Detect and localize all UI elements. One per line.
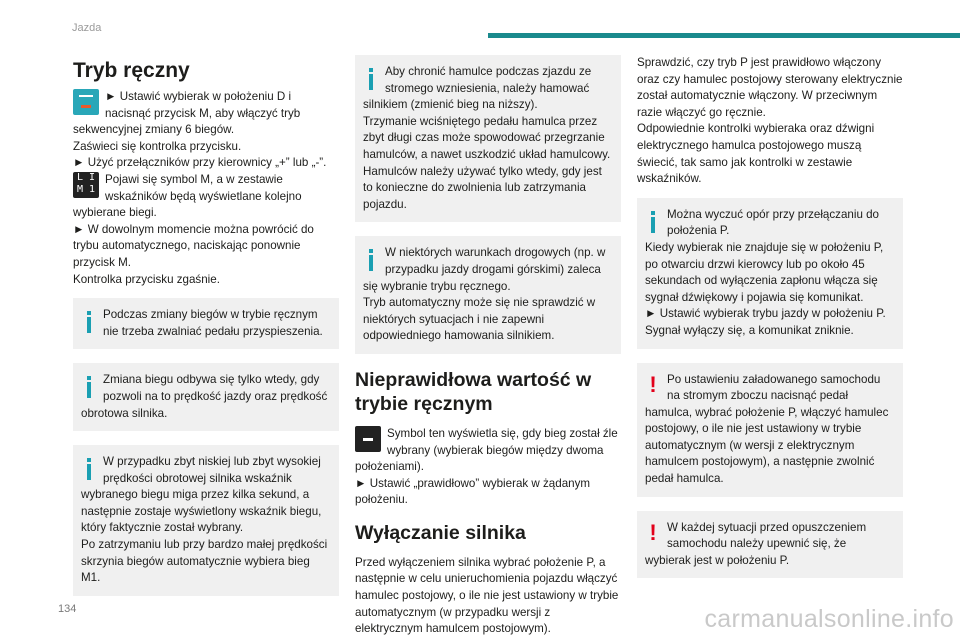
warning-text: Po ustawieniu załadowanego samochodu na stromym zboczu nacisnąć pedał hamulca, wybrać położenie P, włączyć hamulec postojowy, o ile nie jest ustawiony w trybie automatycznym (w wersji z elektrycznym hamulcem postojowym), a następnie zwolnić pedał hamulca. xyxy=(645,372,889,486)
warning-box xyxy=(637,511,903,579)
info-text: Sygnał wyłączy się, a komunikat zniknie. xyxy=(645,323,854,337)
column-3 xyxy=(637,55,903,592)
warning-box xyxy=(637,363,903,497)
info-icon xyxy=(81,307,97,335)
paragraph: Kontrolka przycisku zgaśnie. xyxy=(73,272,220,286)
paragraph: Symbol ten wyświetla się, gdy bieg został źle wybrany (wybierak biegów między dwoma położeniami). xyxy=(355,426,618,474)
invalid-gear-icon xyxy=(355,426,381,452)
info-text: Można wyczuć opór przy przełączaniu do położenia P. xyxy=(667,207,880,238)
section-title-engine-off: Wyłączanie silnika xyxy=(355,521,526,544)
info-text: Po zatrzymaniu lub przy bardzo małej prędkości skrzynia biegów automatycznie wybiera bieg M1. xyxy=(81,538,328,585)
step-select-m xyxy=(73,89,339,139)
section-title-manual-mode: Tryb ręczny xyxy=(73,59,190,82)
info-icon xyxy=(363,245,379,273)
page-number: 134 xyxy=(58,603,77,615)
info-icon xyxy=(81,372,97,400)
paragraph: ► W dowolnym momencie można powrócić do trybu automatycznego, naciskając ponownie przycisk M. xyxy=(73,222,314,269)
info-text: Kiedy wybierak nie znajduje się w położeniu P, po otwarciu drzwi kierowcy lub po około 45 sekundach od wyłączenia zapłonu włącza się sygnał dźwiękowy i pojawia się komunikat. xyxy=(645,240,884,304)
header-accent-bar xyxy=(488,33,960,38)
paragraph: ► Użyć przełączników przy kierownicy „+” lub „-”. xyxy=(73,156,327,170)
info-text: Zmiana biegu odbywa się tylko wtedy, gdy pozwoli na to prędkość jazdy oraz prędkość obrotowa silnika. xyxy=(81,373,328,420)
gear-display-icon-top: L I xyxy=(76,171,96,183)
info-text: ► Ustawić wybierak trybu jazdy w położeniu P. xyxy=(645,307,886,321)
section-title-invalid-value: Nieprawidłowa wartość w trybie ręcznym xyxy=(355,368,592,415)
gear-display-icon xyxy=(73,172,99,198)
gear-display-icon-bottom: M 1 xyxy=(76,183,96,195)
info-text: W przypadku zbyt niskiej lub zbyt wysokiej prędkości obrotowej silnika wskaźnik wybranego biegu miga przez kilka sekund, a następnie zostaje wyświetlony wskaźnik biegu, który faktycznie został wybrany. xyxy=(81,455,322,535)
info-box xyxy=(637,198,903,349)
warning-icon: ! xyxy=(649,371,657,397)
column-1 xyxy=(73,55,339,610)
info-icon xyxy=(363,64,379,92)
step-gear-display xyxy=(73,172,339,222)
info-text: W niektórych warunkach drogowych (np. w przypadku jazdy drogami górskimi) zaleca się wybranie trybu ręcznego. xyxy=(363,246,606,293)
info-box xyxy=(73,363,339,431)
paragraph: Zaświeci się kontrolka przycisku. xyxy=(73,139,242,153)
gear-selector-icon xyxy=(73,89,99,115)
paragraph: Sprawdzić, czy tryb P jest prawidłowo włączony oraz czy hamulec postojowy sterowany elektrycznie został automatycznie włączony. W przeciwnym razie włączyć go ręcznie. xyxy=(637,56,903,119)
watermark: carmanualsonline.info xyxy=(704,605,954,633)
info-box xyxy=(73,298,339,349)
info-text: Aby chronić hamulce podczas zjazdu ze stromego wzniesienia, należy hamować silnikiem (zmienić bieg na niższy). xyxy=(363,65,592,112)
info-text: Trzymanie wciśniętego pedału hamulca przez zbyt długi czas może spowodować przegrzanie hamulców, a nawet uszkodzić układ hamulcowy. xyxy=(363,114,611,161)
paragraph: Odpowiednie kontrolki wybieraka oraz dźwigni elektrycznego hamulca postojowego muszą świecić, tak samo jak kontrolki w zestawie wskaźników. xyxy=(637,122,875,186)
info-box xyxy=(355,236,621,354)
info-icon xyxy=(645,207,661,235)
invalid-gear-row xyxy=(355,426,621,476)
info-text: Hamulców należy używać tylko wtedy, gdy jest to konieczne do zwolnienia lub zatrzymania pojazdu. xyxy=(363,164,602,211)
info-box xyxy=(355,55,621,222)
paragraph: Pojawi się symbol M, a w zestawie wskaźników będą wyświetlane kolejno wybierane biegi. xyxy=(73,172,302,220)
warning-icon: ! xyxy=(649,519,657,545)
column-2 xyxy=(355,55,621,638)
info-text: Tryb automatyczny może się nie sprawdzić w niektórych sytuacjach i nie zapewni odpowiedniego hamowania silnikiem. xyxy=(363,296,596,343)
paragraph: ► Ustawić „prawidłowo” wybierak w żądanym położeniu. xyxy=(355,476,591,507)
section-label: Jazda xyxy=(72,22,102,34)
paragraph: ► Ustawić wybierak w położeniu D i nacisnąć przycisk M, aby włączyć tryb sekwencyjnej zmiany 6 biegów. xyxy=(73,90,301,137)
paragraph: Przed wyłączeniem silnika wybrać położenie P, a następnie w celu unieruchomienia pojazdu włączyć hamulec postojowy, o ile nie jest ustawiony w trybie automatycznym (w przypadku wersji z elektrycznym hamulcem postojowym). xyxy=(355,555,619,636)
warning-text: W każdej sytuacji przed opuszczeniem samochodu należy upewnić się, że wybierak jest w położeniu P. xyxy=(645,520,867,567)
info-box xyxy=(73,445,339,596)
info-text: Podczas zmiany biegów w trybie ręcznym nie trzeba zwalniać pedału przyspieszenia. xyxy=(103,308,323,338)
info-icon xyxy=(81,454,97,482)
